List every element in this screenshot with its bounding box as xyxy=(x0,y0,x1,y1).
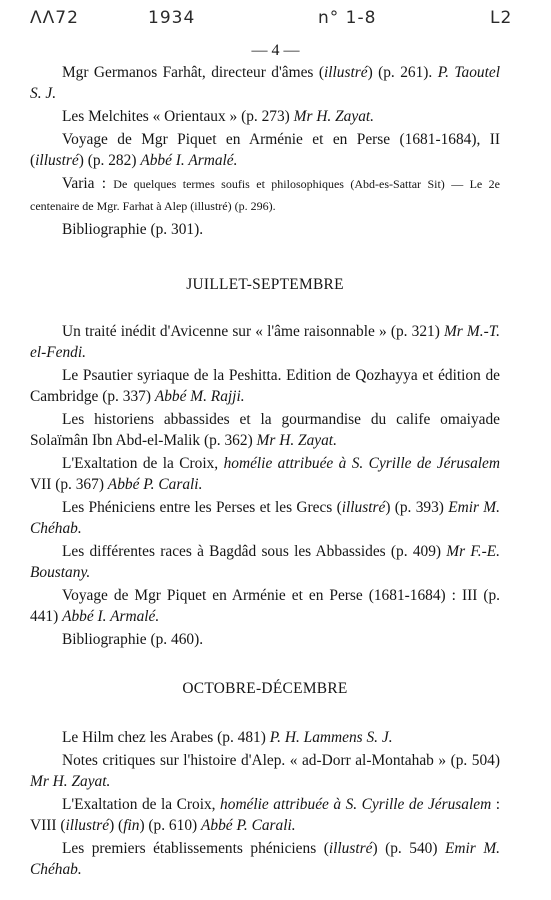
table-of-contents xyxy=(30,62,500,882)
handwritten-note: n° 1-8 xyxy=(318,8,377,28)
toc-entry: Les différentes races à Bagdâd sous les Abbassides (p. 409) Mr F.-E. Boustany. xyxy=(30,543,500,581)
toc-entry: Les premiers établissements phéniciens (illustré) (p. 540) Emir M. Chéhab. xyxy=(30,840,500,878)
toc-entry-varia: Varia : De quelques termes soufis et philosophiques (Abd-es-Sattar Sit) — Le 2e centenaire de Mgr. Farhat à Alep (illustré) (p. 296). xyxy=(30,175,501,213)
toc-entry: Mgr Germanos Farhât, directeur d'âmes (illustré) (p. 261). P. Taoutel S. J. xyxy=(30,64,500,102)
toc-entry: Les historiens abbassides et la gourmandise du calife omaiyade Solaïmân Ibn Abd-el-Malik (p. 362) Mr H. Zayat. xyxy=(30,411,500,449)
toc-entry: L'Exaltation de la Croix, homélie attribuée à S. Cyrille de Jérusalem VII (p. 367) Abbé P. Carali. xyxy=(30,455,500,493)
toc-entry: L'Exaltation de la Croix, homélie attribuée à S. Cyrille de Jérusalem : VIII (illustré) (fin) (p. 610) Abbé P. Carali. xyxy=(30,796,501,834)
handwritten-note: ΛΛ72 xyxy=(30,8,79,28)
page-number: — 4 — xyxy=(251,42,300,59)
handwritten-note: L2 xyxy=(490,8,513,28)
toc-entry: Les Melchites « Orientaux » (p. 273) Mr H. Zayat. xyxy=(62,108,375,125)
handwritten-note: 1934 xyxy=(148,8,196,28)
toc-entry: Bibliographie (p. 460). xyxy=(62,631,204,648)
toc-entry: Le Psautier syriaque de la Peshitta. Edition de Qozhayya et édition de Cambridge (p. 337) Abbé M. Rajji. xyxy=(30,367,500,405)
toc-entry: Le Hilm chez les Arabes (p. 481) P. H. Lammens S. J. xyxy=(62,729,393,746)
toc-entry: Un traité inédit d'Avicenne sur « l'âme raisonnable » (p. 321) Mr M.-T. el-Fendi. xyxy=(30,323,500,361)
section-heading: OCTOBRE-DÉCEMBRE xyxy=(182,680,348,697)
toc-entry: Notes critiques sur l'histoire d'Alep. « ad-Dorr al-Montahab » (p. 504) Mr H. Zayat. xyxy=(30,752,500,790)
section-heading: JUILLET-SEPTEMBRE xyxy=(186,276,344,293)
toc-entry: Bibliographie (p. 301). xyxy=(62,221,204,238)
toc-entry: Les Phéniciens entre les Perses et les Grecs (illustré) (p. 393) Emir M. Chéhab. xyxy=(30,499,500,537)
toc-entry: Voyage de Mgr Piquet en Arménie et en Perse (1681-1684), II (illustré) (p. 282) Abbé I. Armalé. xyxy=(30,131,500,169)
toc-entry: Voyage de Mgr Piquet en Arménie et en Perse (1681-1684) : III (p. 441) Abbé I. Armalé. xyxy=(30,587,500,625)
